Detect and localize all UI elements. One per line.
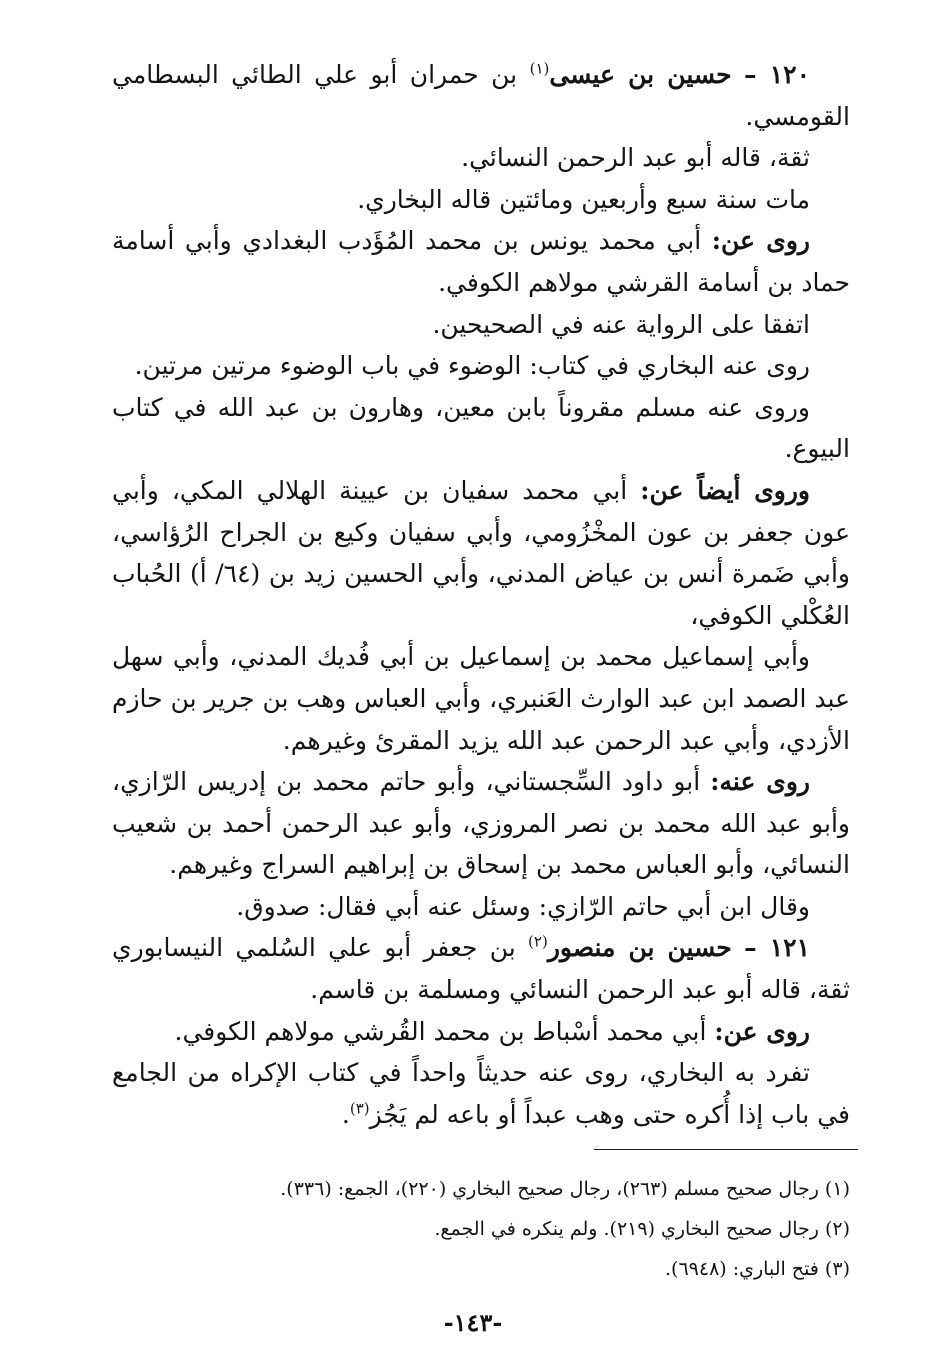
narrated-by-label: روى عنه: [710, 767, 810, 797]
footnote-2: (٢) رجال صحيح البخاري (٢١٩). ولم ينكره في الجمع. [434, 1218, 850, 1240]
also-narrated-paragraph [112, 470, 850, 636]
entry-number: ١٢١ – [744, 933, 810, 963]
main-text [112, 54, 850, 1135]
narrated-by-paragraph [112, 761, 850, 886]
narrated-from-text: أبي محمد أسْباط بن محمد القُرشي مولاهم الكوفي. [174, 1016, 707, 1046]
narrated-by-text: أبو داود السِّجستاني، وأبو حاتم محمد بن إدريس الرّازي، وأبو عبد الله محمد بن نصر المروزي، وأبو عبد الرحمن أحمد بن شعيب النسائي، وأبو العباس محمد بن إسحاق بن إبراهيم السراج وغيرهم. [112, 767, 850, 880]
also-narrated-label: وروى أيضاً عن: [640, 475, 810, 505]
footnote-ref: (٣) [349, 1099, 370, 1118]
narrator-name: حسين بن عيسى [549, 60, 732, 89]
narrated-from-text: أبي محمد يونس بن محمد المُؤَدب البغدادي وأبي أسامة حماد بن أسامة القرشي مولاهم الكوفي. [112, 226, 850, 297]
narrated-from-paragraph [112, 220, 850, 303]
also-narrated-continued: وأبي إسماعيل محمد بن إسماعيل بن أبي فُديك المدني، وأبي سهل عبد الصمد ابن عبد الوارث العَنبري، وأبي العباس وهب بن جرير بن حازم الأزدي، وأبي عبد الرحمن عبد الله يزيد المقرئ وغيرهم. [112, 642, 850, 755]
footnote-1: (١) رجال صحيح مسلم (٢٦٣)، رجال صحيح البخاري (٢٢٠)، الجمع: (٣٣٦). [280, 1178, 850, 1200]
narrator-name: حسين بن منصور [547, 933, 732, 963]
also-narrated-text: أبي محمد سفيان بن عيينة الهلالي المكي، وأبي عون جعفر بن عون المخْزُومي، وأبي سفيان وكيع بن الجراح الرُؤاسي، وأبي ضَمرة أنس بن عياض المدني، وأبي الحسين زيد بن (٦٤/ أ) الحُباب العُكْلي الكوفي، [112, 475, 850, 630]
narrated-from-label: روى عن: [711, 226, 811, 256]
footnote-divider [594, 1149, 858, 1150]
narrator-lineage: بن جعفر أبو علي السُلمي النيسابوري ثقة، قاله أبو عبد الرحمن النسائي ومسلمة بن قاسم. [112, 933, 850, 1005]
narrator-lineage: بن حمران أبو علي الطائي البسطامي القومسي. [112, 60, 850, 131]
unique-narration-text: تفرد به البخاري، روى عنه حديثاً واحداً في كتاب الإكراه من الجامع في باب إذا أُكره حتى وهب عبداً أو باعه لم يَجُز [112, 1058, 850, 1129]
footnote-ref: (٢) [528, 933, 548, 952]
footnotes [112, 1169, 850, 1289]
sentence-end: . [341, 1099, 350, 1129]
entry-120-heading [112, 54, 850, 137]
unique-narration-paragraph [112, 1052, 850, 1135]
narrated-from-paragraph [112, 1011, 850, 1053]
agreement-line: اتفقا على الرواية عنه في الصحيحين. [432, 309, 810, 339]
footnote-3: (٣) فتح الباري: (٦٩٤٨). [665, 1258, 850, 1280]
footnote-ref: (١) [529, 59, 550, 78]
reliability-line: ثقة، قاله أبو عبد الرحمن النسائي. [461, 143, 810, 173]
entry-number: ١٢٠ – [744, 60, 811, 89]
page-number: -١٤٣- [443, 1308, 503, 1337]
bukhari-line: روى عنه البخاري في كتاب: الوضوء في باب الوضوء مرتين مرتين. [134, 351, 810, 381]
abi-hatim-line: وقال ابن أبي حاتم الرّازي: وسئل عنه أبي فقال: صدوق. [236, 891, 810, 921]
death-line: مات سنة سبع وأربعين ومائتين قاله البخاري. [357, 184, 810, 214]
narrated-from-label: روى عن: [714, 1016, 810, 1046]
entry-121-heading [112, 927, 850, 1010]
muslim-line: وروى عنه مسلم مقروناً بابن معين، وهارون بن عبد الله في كتاب البيوع. [112, 392, 850, 464]
